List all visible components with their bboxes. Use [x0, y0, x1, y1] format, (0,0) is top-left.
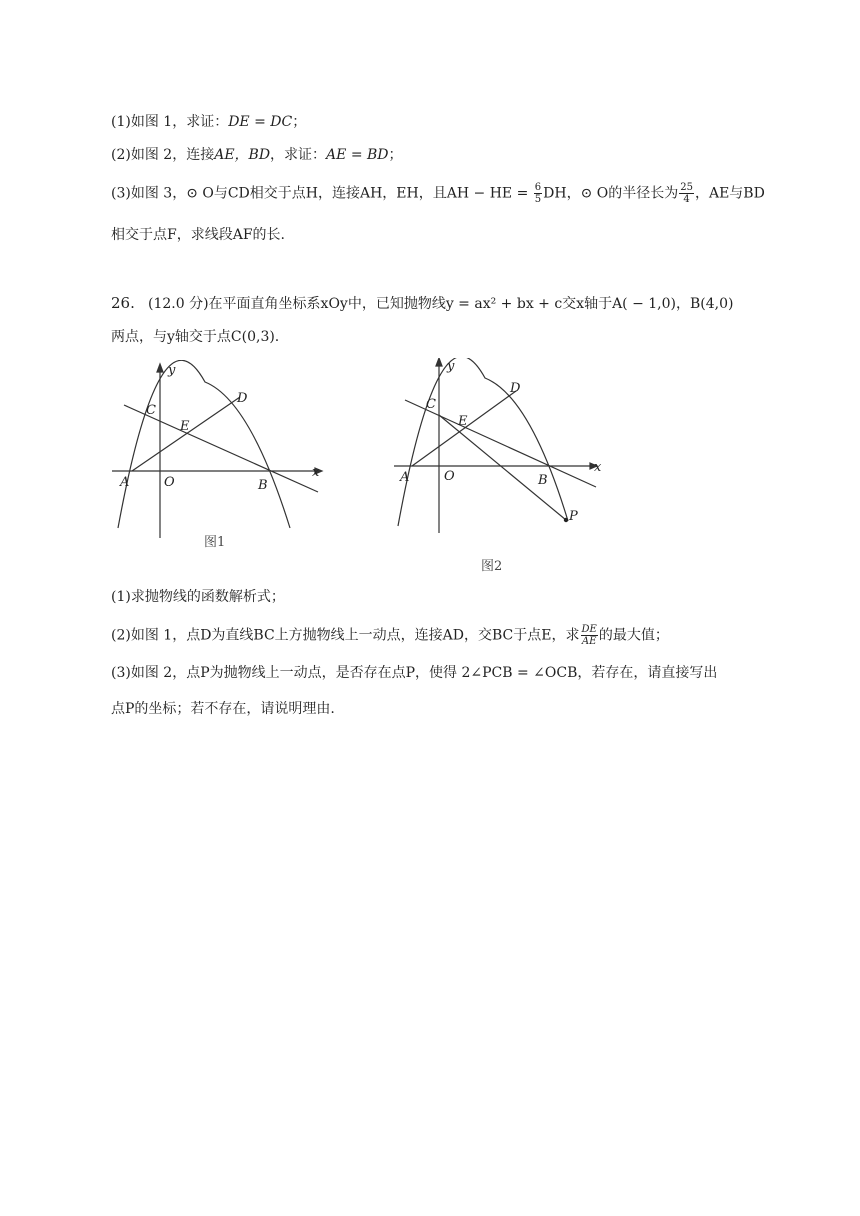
sub-question-2-part2: 的最大值；	[598, 627, 669, 644]
label-d: D	[237, 391, 248, 406]
label-a: A	[400, 470, 410, 485]
fraction-de-ae	[581, 624, 598, 647]
question-text-line2: 两点，与y轴交于点C(0,3).	[111, 329, 280, 345]
prev-item-3-line2: 相交于点F，求线段AF的长.	[111, 227, 285, 243]
prev-item-3	[111, 182, 765, 205]
line-cp	[439, 415, 566, 520]
label-y: y	[447, 359, 455, 374]
label-e: E	[180, 419, 190, 434]
parabola	[118, 360, 290, 528]
sub-question-3-line2: 点P的坐标；若不存在，请说明理由.	[111, 701, 335, 717]
label-x: x	[312, 465, 320, 480]
y-axis-arrow	[436, 358, 442, 366]
line-bc	[405, 400, 596, 487]
fraction-denominator: AE	[581, 636, 597, 647]
fraction-numerator: 6	[534, 182, 542, 193]
label-p: P	[569, 509, 578, 524]
label-c: C	[146, 403, 156, 418]
label-b: B	[258, 478, 268, 493]
prev-item-2-suffix: ；	[388, 147, 403, 163]
prev-item-3-part1: (3)如图 3，⊙ O与CD相交于点H，连接AH，EH，且AH − HE =	[111, 185, 529, 202]
prev-item-1-text: (1)如图 1，求证：	[111, 114, 229, 130]
prev-item-2-text: (2)如图 2，连接	[111, 147, 215, 163]
prev-item-2-mid: ，求证：	[270, 147, 327, 163]
label-d: D	[510, 381, 521, 396]
label-o: O	[164, 475, 175, 490]
figure-1-caption: 图1	[204, 535, 226, 550]
fraction-numerator: 25	[680, 182, 693, 193]
fraction-6-5	[534, 182, 542, 205]
question-text-line1: (12.0 分)在平面直角坐标系xOy中，已知抛物线y = ax² + bx + c交x轴于A( − 1,0)，B(4,0)	[148, 296, 734, 312]
fraction-numerator: DE	[581, 624, 597, 635]
prev-item-3-part3: ，AE与BD	[694, 185, 765, 202]
label-a: A	[120, 475, 130, 490]
y-axis-arrow	[157, 364, 163, 372]
label-y: y	[168, 363, 176, 378]
prev-item-1	[111, 112, 306, 132]
figure-2-diagram	[390, 358, 620, 538]
question-number: 26.	[111, 294, 135, 312]
label-o: O	[444, 469, 455, 484]
prev-item-3-part2: DH，⊙ O的半径长为	[543, 185, 679, 202]
sub-question-2-part1: (2)如图 1，点D为直线BC上方抛物线上一动点，连接AD，交BC于点E，求	[111, 627, 580, 644]
sub-question-3-line1: (3)如图 2，点P为抛物线上一动点，是否存在点P，使得 2∠PCB = ∠OCB，若存在，请直接写出	[111, 665, 718, 681]
prev-item-2-math2: AE = BD	[326, 147, 389, 163]
fraction-denominator: 4	[683, 194, 690, 205]
figure-2-caption: 图2	[481, 559, 503, 574]
figure-1-diagram	[110, 360, 330, 540]
label-e: E	[458, 414, 468, 429]
label-x: x	[594, 460, 602, 475]
point-p	[564, 518, 568, 522]
sub-question-2	[111, 624, 669, 647]
prev-item-1-suffix: ；	[292, 114, 307, 130]
fraction-25-4	[679, 182, 694, 205]
prev-item-2-math: AE，BD	[214, 147, 271, 163]
prev-item-2	[111, 145, 403, 165]
sub-question-1: (1)求抛物线的函数解析式；	[111, 589, 285, 605]
label-b: B	[538, 473, 548, 488]
label-c: C	[426, 397, 436, 412]
fraction-denominator: 5	[534, 194, 542, 205]
prev-item-1-math: DE = DC	[228, 114, 293, 130]
line-bc	[124, 405, 318, 492]
